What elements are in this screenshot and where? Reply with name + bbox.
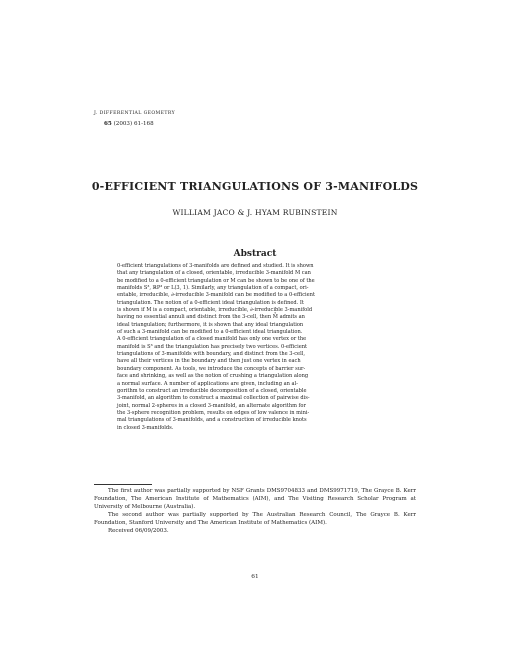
- journal-name: J. DIFFERENTIAL GEOMETRY: [94, 111, 176, 116]
- abstract-line: boundary component. As tools, we introduce the concepts of barrier sur-: [117, 365, 306, 372]
- page-number: 61: [251, 574, 259, 580]
- abstract-line: joint, normal 2-spheres in a closed 3-manifold, an alternate algorithm for: [117, 402, 306, 409]
- abstract-line: that any triangulation of a closed, orientable, irreducible 3-manifold M can: [117, 270, 311, 277]
- abstract-line: the 3-sphere recognition problem, results on edges of low valence in mini-: [117, 409, 310, 416]
- abstract-line: triangulations of 3-manifolds with boundary, and distinct from the 3-cell,: [117, 351, 305, 358]
- footnote-second-author: The second author was partially supported by The Australian Research Council, The Grayce B. Kerr Foundation, Stanford University and The American Institute of Mathematics (AIM).: [94, 511, 416, 526]
- abstract-line: A 0-efficient triangulation of a closed manifold has only one vertex or the: [117, 336, 307, 343]
- abstract-line: triangulation. The notion of a 0-efficient ideal triangulation is defined. It: [117, 299, 304, 306]
- footnote-first-author: The first author was partially supported by NSF Grants DMS9704833 and DMS9971719, The Grayce B. Kerr Foundation, The American Institute of Mathematics (AIM), and The Visiting Research Scholar Program at University of Melbourne (Australia).: [94, 488, 416, 510]
- abstract-line: in closed 3-manifolds.: [117, 424, 174, 431]
- paper-title: 0-EFFICIENT TRIANGULATIONS OF 3-MANIFOLDS: [91, 180, 419, 193]
- volume-year-pages: (2003) 61-168: [113, 121, 154, 127]
- abstract-line: of such a 3-manifold can be modified to a 0-efficient ideal triangulation.: [117, 329, 303, 336]
- footnote-received: Received 06/09/2003.: [108, 527, 169, 534]
- abstract-line: manifolds S³, ℝP³ or L(3, 1). Similarly, any triangulation of a compact, ori-: [117, 285, 309, 292]
- abstract-line: be modified to a 0-efficient triangulation or M can be shown to be one of the: [117, 277, 315, 284]
- abstract-line: 0-efficient triangulations of 3-manifolds are defined and studied. It is shown: [117, 263, 314, 269]
- volume-number: 65: [104, 121, 112, 127]
- abstract-line: a normal surface. A number of applications are given, including an al-: [117, 380, 298, 387]
- abstract-line: ideal triangulation; furthermore, it is shown that any ideal triangulation: [117, 321, 304, 328]
- abstract-line: entable, irreducible, ∂-irreducible 3-manifold can be modified to a 0-efficient: [117, 292, 316, 299]
- abstract-line: having no essential annuli and distinct from the 3-cell, then M̊ admits an: [117, 314, 305, 321]
- footnote-divider: [94, 484, 152, 485]
- abstract-line: face and shrinking, as well as the notion of crushing a triangulation along: [117, 373, 309, 380]
- footnotes: [94, 488, 416, 535]
- abstract-line: is shown if M is a compact, orientable, irreducible, ∂-irreducible 3-manifold: [117, 307, 313, 314]
- abstract-line: have all their vertices in the boundary and then just one vertex in each: [117, 358, 301, 365]
- abstract-line: manifold is S³ and the triangulation has precisely two vertices. 0-efficient: [117, 343, 308, 350]
- abstract-heading: Abstract: [233, 249, 277, 259]
- abstract-line: mal triangulations of 3-manifolds, and a construction of irreducible knots: [117, 417, 307, 424]
- volume-info: [104, 121, 154, 127]
- abstract-body: [117, 263, 399, 432]
- paper-authors: WILLIAM JACO & J. HYAM RUBINSTEIN: [172, 208, 338, 217]
- abstract-line: 3-manifold, an algorithm to construct a maximal collection of pairwise dis-: [117, 395, 310, 402]
- abstract-line: gorithm to construct an irreducible decomposition of a closed, orientable: [117, 387, 307, 394]
